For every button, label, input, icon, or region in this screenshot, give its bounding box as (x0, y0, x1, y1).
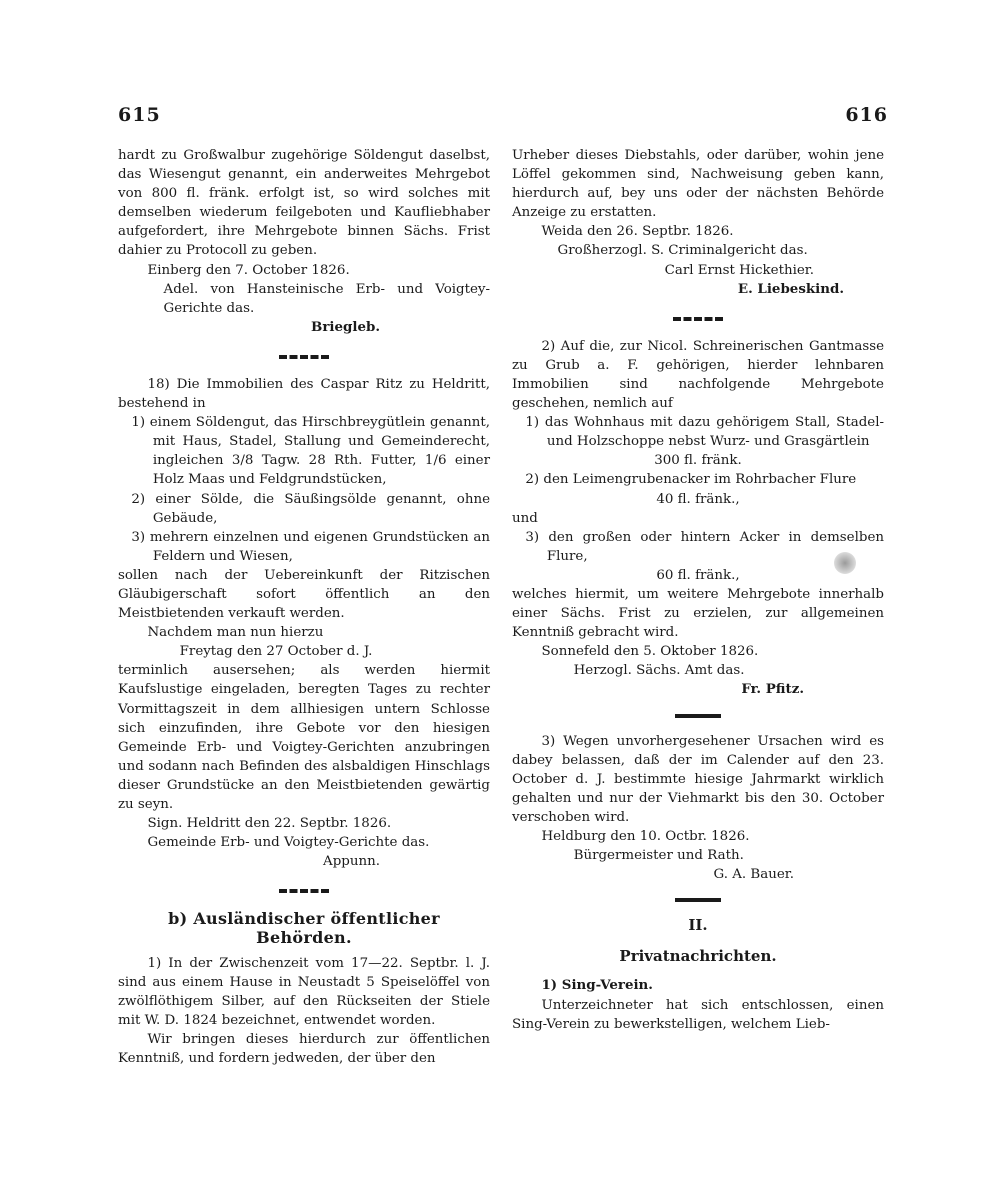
section-divider (673, 317, 723, 321)
notice-paragraph: 1) In der Zwischenzeit vom 17—22. Septbr. l. J. sind aus einem Hause in Neustadt 5 Speiselöffel von zwölflöthigem Silber, auf den Rückseiten der Stiele mit W. D. 1824 bezeichnet, entwendet worden. (118, 955, 490, 1028)
item-price: 40 fl. fränk., (656, 491, 740, 507)
list-item: 2) den Leimengrubenacker im Rohrbacher Flure (525, 472, 857, 488)
notice-paragraph: sollen nach der Uebereinkunft der Ritzischen Gläubigerschaft sofort öffentlich an den Meistbietenden verkauft werden. (118, 567, 490, 622)
notice-signature: E. Liebeskind. (737, 280, 844, 297)
left-column (118, 146, 490, 1068)
notice-authority: Bürgermeister und Rath. (573, 848, 744, 864)
notice-date: Sonnefeld den 5. Oktober 1826. (541, 644, 759, 660)
section-divider (675, 714, 721, 718)
notice-authority: Adel. von Hansteinische Erb- und Voigtey-Gerichte das. (163, 281, 490, 316)
list-item: 2) einer Sölde, die Säußingsölde genannt, ohne Gebäude, (131, 491, 490, 526)
notice-date: Einberg den 7. October 1826. (147, 262, 350, 278)
subsection-heading: 1) Sing-Verein. (541, 977, 653, 994)
item-price: 300 fl. fränk. (654, 453, 742, 469)
notice-date: Heldburg den 10. Octbr. 1826. (541, 829, 750, 844)
list-item: 1) einem Söldengut, das Hirschbreygütlein genannt, mit Haus, Stadel, Stallung und Gemeinderecht, ingleichen 3/8 Tagw. 28 Rth. Futter, 1/6 einer Holz Maas und Feldgrundstücken, (131, 415, 490, 488)
list-item: 3) mehrern einzelnen und eigenen Grundstücken an Feldern und Wiesen, (131, 529, 490, 564)
notice-signature: Appunn. (323, 854, 380, 870)
notice-signature: Fr. Pfitz. (741, 681, 804, 698)
notice-authority: Großherzogl. S. Criminalgericht das. (557, 243, 808, 259)
page-number-right: 616 (845, 104, 888, 126)
notice-paragraph: welches hiermit, um weitere Mehrgebote innerhalb einer Sächs. Frist zu erzielen, zur allgemeinen Kenntniß gebracht wird. (512, 586, 884, 641)
section-divider (279, 889, 329, 893)
notice-paragraph: Nachdem man nun hierzu (147, 625, 324, 641)
list-item: 3) den großen oder hintern Acker in demselben Flure, (525, 529, 884, 564)
notice-date: Sign. Heldritt den 22. Septbr. 1826. (147, 816, 392, 832)
notice-paragraph: Unterzeichneter hat sich entschlossen, einen Sing-Verein zu bewerkstelligen, welchem Lieb- (512, 997, 884, 1032)
conjunction: und (512, 510, 538, 526)
section-divider (279, 355, 329, 359)
notice-signature: G. A. Bauer. (713, 867, 794, 883)
notice-paragraph: terminlich ausersehen; als werden hiermit Kaufslustige eingeladen, beregten Tages zu rechter Vormittagszeit in dem allhiesigen untern Schlosse sich einzufinden, ihre Gebote vor den hiesigen Gemeinde Erb- und Voigtey-Gerichten anzubringen und sodann nach Befinden des alsbaldigen Hinschlags dieser Grundstücke an den Meistbietenden gewärtig zu seyn. (118, 663, 490, 812)
page-number-left: 615 (118, 104, 161, 126)
section-number: II. (688, 916, 708, 935)
section-divider (675, 898, 721, 902)
notice-paragraph: Wir bringen dieses hierdurch zur öffentlichen Kenntniß, und fordern jedweden, der über den (118, 1031, 490, 1067)
notice-intro: 2) Auf die, zur Nicol. Schreinerischen Gantmasse zu Grub a. F. gehörigen, hierder lehnbaren Immobilien sind nachfolgende Mehrgebote geschehen, nemlich auf (512, 338, 884, 412)
ink-stain (834, 552, 856, 574)
notice-paragraph: Urheber dieses Diebstahls, oder darüber, wohin jene Löffel gekommen sind, Nachweisung geben kann, hierdurch auf, bey uns oder der nächsten Behörde Anzeige zu erstatten. (512, 148, 884, 221)
notice-authority: Gemeinde Erb- und Voigtey-Gerichte das. (147, 835, 430, 851)
notice-paragraph: hardt zu Großwalbur zugehörige Söldengut daselbst, das Wiesengut genannt, ein anderweites Mehrgebot von 800 fl. fränk. erfolgt ist, so wird solches mit demselben wiederum feilgeboten und Kaufliebhaber aufgefordert, ihre Mehrgebote binnen Sächs. Frist dahier zu Protocoll zu geben. (118, 148, 490, 259)
notice-authority: Herzogl. Sächs. Amt das. (573, 663, 745, 679)
notice-intro: 18) Die Immobilien des Caspar Ritz zu Heldritt, bestehend in (118, 376, 490, 412)
notice-date: Weida den 26. Septbr. 1826. (541, 224, 734, 240)
notice-signature: Briegleb. (311, 318, 380, 335)
notice-signature: Carl Ernst Hickethier. (664, 262, 814, 278)
section-heading: Privatnachrichten. (619, 947, 777, 966)
right-column (512, 146, 884, 1034)
item-price: 60 fl. fränk., (656, 567, 740, 583)
notice-paragraph: 3) Wegen unvorhergesehener Ursachen wird es dabey belassen, daß der im Calender auf den 23. October d. J. bestimmte hiesige Jahrmarkt wirklich gehalten und nur der Viehmarkt bis den 30. October verschoben wird. (512, 733, 884, 825)
list-item: 1) das Wohnhaus mit dazu gehörigem Stall, Stadel- und Holzschoppe nebst Wurz- und Grasgärtlein (525, 415, 884, 450)
section-heading: b) Ausländischer öffentlicher Behörden. (168, 909, 440, 948)
notice-date: Freytag den 27 October d. J. (179, 644, 373, 660)
